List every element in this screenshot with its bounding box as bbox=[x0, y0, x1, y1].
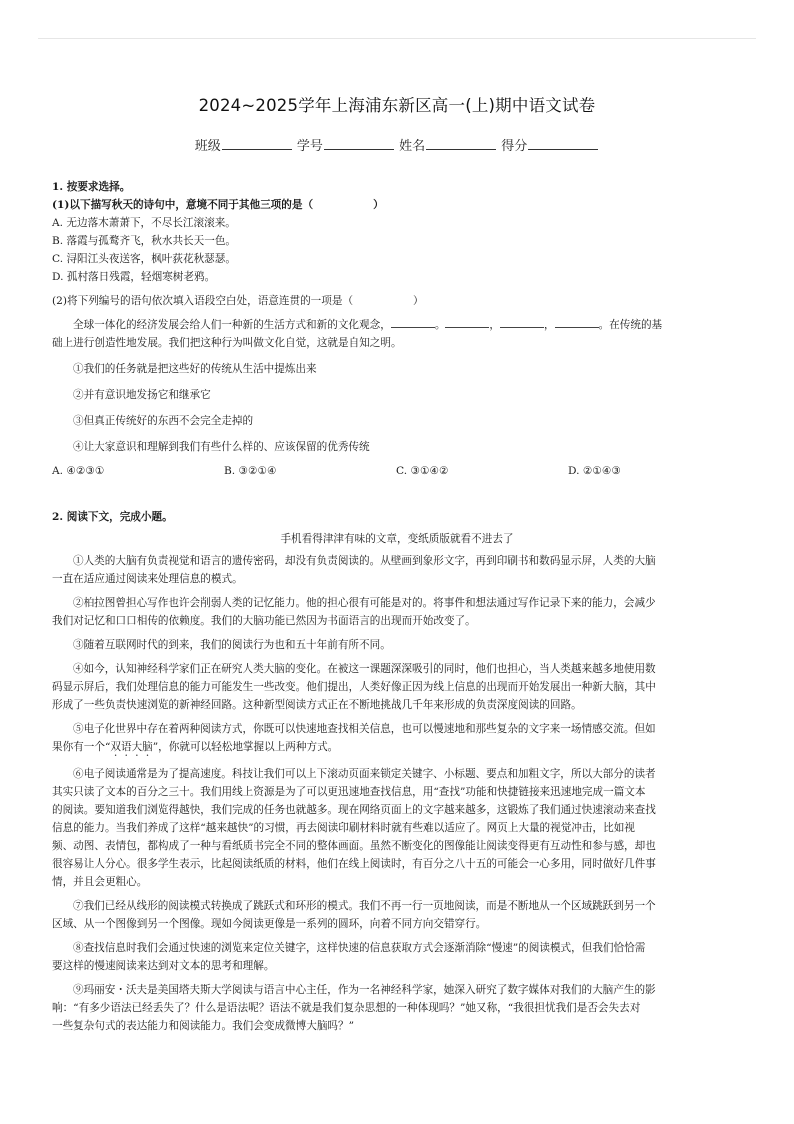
article-title: 手机看得津津有味的文章，变纸质版就看不进去了 bbox=[280, 533, 514, 545]
student-info-row bbox=[0, 135, 794, 154]
para-6-line-2: 其实只读了文本的百分之三十。我们用线上资源是为了可以更迅速地查找信息，用“查找”功能和快捷链接来迅速地完成一篇文本 bbox=[52, 786, 646, 798]
para-9-line-3: 一些复杂句式的表达能力和阅读能力。我们会变成微博大脑吗？” bbox=[52, 1020, 355, 1032]
name-blank[interactable] bbox=[426, 136, 496, 150]
q1-sub1-option-b: B. 落霞与孤鹜齐飞，秋水共长天一色。 bbox=[52, 235, 237, 247]
para-1-line-2: 一直在适应通过阅读来处理信息的模式。 bbox=[52, 573, 243, 585]
para-5-line-1: ⑤电子化世界中存在着两种阅读方式，你既可以快速地查找相关信息，也可以慢速地和那些复杂的文字来一场情感交流。但如 bbox=[73, 723, 656, 735]
para-7-line-2: 区域、从一个图像到另一个图像。现如今阅读更像是一系列的圆环，向着不同方向交错穿行。 bbox=[52, 918, 487, 930]
para-4-line-2: 码显示屏后，我们处理信息的能力可能发生一些改变。他们提出，人类好像正因为线上信息的出现而开始发展出一种新大脑，其中 bbox=[52, 681, 656, 693]
top-rule bbox=[38, 38, 756, 39]
para-6-line-5: 频、动图、表情包，都构成了一种与看纸质书完全不同的整体画面。虽然不断变化的图像能让阅读变得更有互动性和参与感，却也 bbox=[52, 840, 656, 852]
q1-sub2-item-1: ①我们的任务就是把这些好的传统从生活中提炼出来 bbox=[73, 363, 317, 375]
para-9-line-1: ⑨玛丽安・沃夫是美国塔夫斯大学阅读与语言中心主任，作为一名神经科学家，她深入研究了数字媒体对我们的大脑产生的影 bbox=[73, 984, 656, 996]
para-2-line-2: 我们对记忆和口口相传的依赖度。我们的大脑功能已然因为书面语言的出现而开始改变了。 bbox=[52, 615, 476, 627]
para-6-line-6: 很容易让人分心。很多学生表示，比起阅读纸质的材料，他们在线上阅读时，有百分之八十五的可能会一心多用，同时做好几件事 bbox=[52, 858, 656, 870]
fill-blank-2[interactable] bbox=[445, 316, 489, 328]
student-id-label: 学号 bbox=[296, 139, 323, 154]
q1-sub1-stem: (1)以下描写秋天的诗句中，意境不同于其他三项的是（ ） bbox=[52, 199, 384, 211]
q1-sub1-option-c: C. 浔阳江头夜送客，枫叶荻花秋瑟瑟。 bbox=[52, 253, 236, 265]
para-8-line-1: ⑧查找信息时我们会通过快速的浏览来定位关键字，这样快速的信息获取方式会逐渐消除“慢速”的阅读模式，但我们恰恰需 bbox=[73, 942, 646, 954]
student-id-blank[interactable] bbox=[324, 136, 394, 150]
class-label: 班级 bbox=[194, 139, 221, 154]
para-2-line-1: ②柏拉图曾担心写作也许会削弱人类的记忆能力。他的担心很有可能是对的。将事件和想法通过写作记录下来的能力，会减少 bbox=[73, 597, 656, 609]
para-6-line-7: 情，并且会更粗心。 bbox=[52, 876, 148, 888]
score-blank[interactable] bbox=[528, 136, 598, 150]
para-4-line-1: ④如今，认知神经科学家们正在研究人类大脑的变化。在被这一课题深深吸引的同时，他们也担心，当人类越来越多地使用数 bbox=[73, 663, 656, 675]
q1-sub2-passage-line-1: 全球一体化的经济发展会给人们一种新的生活方式和新的文化观念， 。 ， ， 。在传统的基 bbox=[52, 316, 742, 334]
class-blank[interactable] bbox=[222, 136, 292, 150]
q2-heading: 2. 阅读下文，完成小题。 bbox=[52, 511, 173, 523]
q1-sub2-item-4: ④让大家意识和理解到我们有些什么样的、应该保留的优秀传统 bbox=[73, 441, 370, 453]
fill-blank-3[interactable] bbox=[500, 316, 544, 328]
q1-sub1-option-a: A. 无边落木萧萧下，不尽长江滚滚来。 bbox=[52, 217, 236, 229]
para-3-line-1: ③随着互联网时代的到来，我们的阅读行为也和五十年前有所不同。 bbox=[73, 639, 391, 651]
para-8-line-2: 要这样的慢速阅读来达到对文本的思考和理解。 bbox=[52, 960, 275, 972]
fill-blank-1[interactable] bbox=[391, 316, 435, 328]
emphasized-term: 双语大脑 bbox=[110, 741, 153, 753]
para-4-line-3: 形成了一些负责快速浏览的新神经回路。这种新型阅读方式正在不断地挑战几千年来形成的负责深度阅读的回路。 bbox=[52, 699, 582, 711]
fill-blank-4[interactable] bbox=[555, 316, 599, 328]
choice-a: A. ④②③① bbox=[52, 465, 105, 477]
exam-content bbox=[52, 178, 742, 1035]
choice-b: B. ③②①④ bbox=[224, 465, 277, 477]
para-7-line-1: ⑦我们已经从线形的阅读模式转换成了跳跃式和环形的模式。我们不再一行一页地阅读，而是不断地从一个区域跳跃到另一个 bbox=[73, 900, 656, 912]
score-label: 得分 bbox=[501, 139, 528, 154]
q1-sub2-stem: (2)将下列编号的语句依次填入语段空白处，语意连贯的一项是（ ） bbox=[52, 295, 424, 307]
q1-sub2-passage-line-2: 础上进行创造性地发展。我们把这种行为叫做文化自觉，这就是自知之明。 bbox=[52, 337, 402, 349]
para-6-line-4: 信息的能力。当我们养成了这样“越来越快”的习惯，再去阅读印刷材料时就有些难以适应了。网页上大量的视觉冲击，比如视 bbox=[52, 822, 635, 834]
name-label: 姓名 bbox=[399, 139, 426, 154]
q1-sub2-item-2: ②并有意识地发扬它和继承它 bbox=[73, 389, 211, 401]
q1-sub2-item-3: ③但真正传统好的东西不会完全走掉的 bbox=[73, 415, 254, 427]
q1-heading: 1. 按要求选择。 bbox=[52, 181, 131, 193]
para-1-line-1: ①人类的大脑有负责视觉和语言的遗传密码，却没有负责阅读的。从壁画到象形文字，再到印刷书和数码显示屏，人类的大脑 bbox=[73, 555, 656, 567]
choice-d: D. ②①④③ bbox=[568, 465, 621, 477]
para-9-line-2: 响：“有多少语法已经丢失了？什么是语法呢？语法不就是我们复杂思想的一种体现吗？”她又称，“我很担忧我们是否会失去对 bbox=[52, 1002, 641, 1014]
para-6-line-3: 的阅读。要知道我们浏览得越快，我们完成的任务也就越多。现在网络页面上的文字越来越多，这锻炼了我们通过快速滚动来查找 bbox=[52, 804, 656, 816]
page-title: 2024~2025学年上海浦东新区高一(上)期中语文试卷 bbox=[198, 96, 596, 115]
q1-sub1-option-d: D. 孤村落日残霞，轻烟寒树老鸦。 bbox=[52, 271, 216, 283]
para-5-line-2: 果你有一个“双语大脑”，你就可以轻松地掌握以上两种方式。 bbox=[52, 741, 339, 753]
para-6-line-1: ⑥电子阅读通常是为了提高速度。科技让我们可以上下滚动页面来锁定关键字、小标题、要点和加粗文字，所以大部分的读者 bbox=[73, 768, 656, 780]
choice-c: C. ③①④② bbox=[396, 465, 449, 477]
q1-sub2-choices bbox=[52, 462, 742, 480]
